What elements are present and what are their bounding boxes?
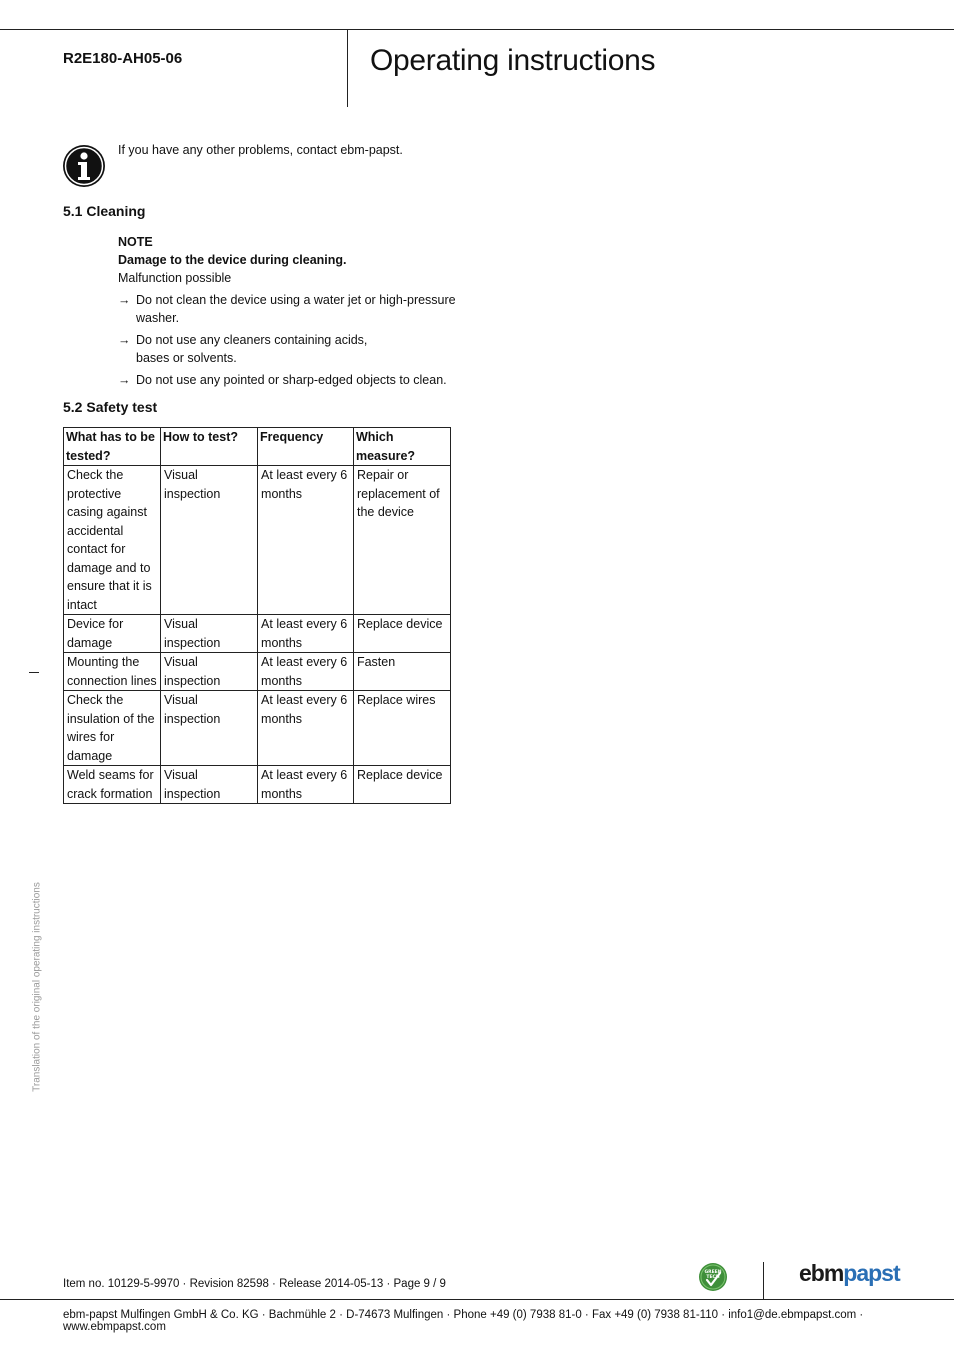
column-header: What has to be tested? [64, 428, 161, 466]
table-cell: At least every 6 months [258, 653, 354, 691]
table-row [64, 615, 451, 653]
list-item-line: Do not use any pointed or sharp-edged objects to clean. [136, 373, 447, 387]
cleaning-note [118, 233, 458, 389]
green-tech-badge [698, 1262, 728, 1292]
note-heading: Damage to the device during cleaning. [118, 253, 347, 267]
table-cell: Check the insulation of the wires for damage [64, 691, 161, 766]
safety-test-table [63, 427, 451, 804]
footer-rule [0, 1299, 954, 1300]
arrow-icon: → [118, 373, 131, 387]
list-item [118, 291, 458, 327]
list-item [118, 331, 458, 367]
table-cell: Visual inspection [161, 615, 258, 653]
table-row [64, 466, 451, 615]
arrow-icon: → [118, 333, 131, 347]
table-cell: Mounting the connection lines [64, 653, 161, 691]
table-cell: Replace device [353, 766, 450, 804]
fold-mark [29, 672, 39, 673]
list-item-line: bases or solvents. [136, 351, 237, 365]
table-cell: At least every 6 months [258, 766, 354, 804]
page-title: Operating instructions [370, 44, 656, 77]
table-cell: Repair or replacement of the device [353, 466, 450, 615]
item-info: Item no. 10129-5-9970 · Revision 82598 · Release 2014-05-13 · Page 9 / 9 [63, 1278, 446, 1290]
section-heading-safety-test: 5.2 Safety test [63, 399, 158, 415]
header-top-rule [0, 29, 954, 30]
logo-part-papst: papst [843, 1260, 900, 1286]
side-note: Translation of the original operating instructions [31, 882, 43, 1092]
list-item-line: washer. [136, 311, 180, 325]
table-cell: At least every 6 months [258, 466, 354, 615]
table-row [64, 691, 451, 766]
info-text: If you have any other problems, contact ebm-papst. [118, 143, 403, 157]
table-header-row [64, 428, 451, 466]
arrow-icon: → [118, 293, 131, 307]
footer-divider [763, 1262, 764, 1299]
company-info: ebm-papst Mulfingen GmbH & Co. KG · Bachmühle 2 · D-74673 Mulfingen · Phone +49 (0) 7938 81-0 · Fax +49 (0) 7938 81-110 · info1@de.ebmpapst.com · www.ebmpapst.com [63, 1309, 864, 1333]
list-item-line: Do not clean the device using a water jet or high-pressure [136, 293, 456, 307]
table-cell: Replace device [353, 615, 450, 653]
column-header: Which measure? [353, 428, 450, 466]
table-cell: At least every 6 months [258, 691, 354, 766]
column-header: How to test? [161, 428, 258, 466]
table-cell: Device for damage [64, 615, 161, 653]
table-cell: Visual inspection [161, 466, 258, 615]
badge-text: GREEN [704, 1270, 722, 1275]
list-item-line: Do not use any cleaners containing acids, [136, 333, 368, 347]
table-cell: Visual inspection [161, 653, 258, 691]
ebmpapst-logo [799, 1260, 900, 1287]
note-sub: Malfunction possible [118, 271, 232, 285]
table-cell: Check the protective casing against accidental contact for damage and to ensure that it is intact [64, 466, 161, 615]
table-cell: Visual inspection [161, 766, 258, 804]
badge-text: TECH [706, 1275, 720, 1280]
table-cell: Visual inspection [161, 691, 258, 766]
table-cell: Replace wires [353, 691, 450, 766]
section-heading-cleaning: 5.1 Cleaning [63, 203, 146, 219]
table-cell: At least every 6 months [258, 615, 354, 653]
table-row [64, 653, 451, 691]
header-divider [347, 29, 348, 107]
table-cell: Fasten [353, 653, 450, 691]
column-header: Frequency [258, 428, 354, 466]
info-icon [62, 144, 106, 188]
table-row [64, 766, 451, 804]
note-label: NOTE [118, 235, 153, 249]
model-number: R2E180-AH05-06 [63, 50, 183, 67]
list-item [118, 371, 458, 389]
logo-part-ebm: ebm [799, 1260, 844, 1286]
table-cell: Weld seams for crack formation [64, 766, 161, 804]
